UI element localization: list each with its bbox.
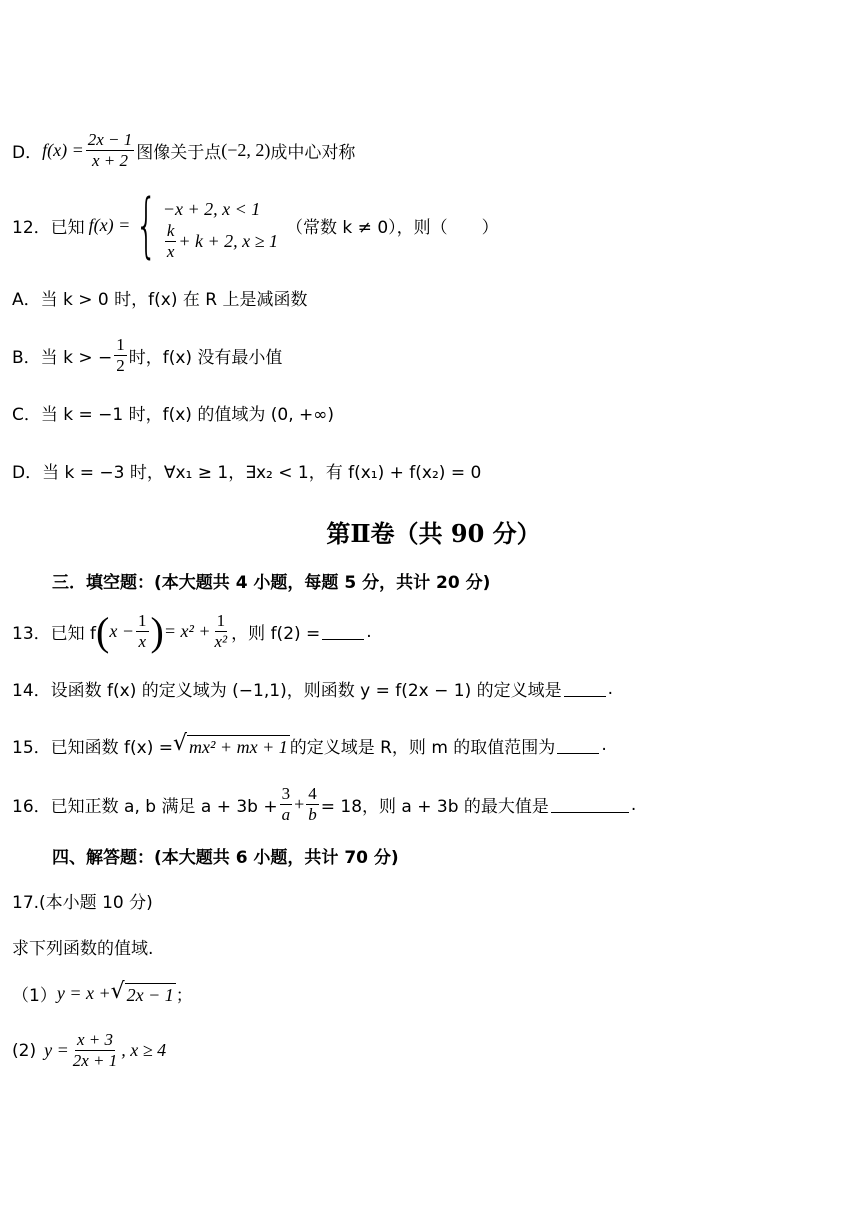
question-number: 16． bbox=[12, 797, 51, 817]
part-end: ； bbox=[175, 985, 193, 1006]
piecewise-cases bbox=[162, 193, 279, 261]
square-root bbox=[111, 980, 176, 1006]
question-14 bbox=[12, 676, 613, 701]
question-number: 15． bbox=[12, 737, 51, 758]
fraction-denominator: b bbox=[308, 805, 317, 824]
case-2-rest: + k + 2, x ≥ 1 bbox=[178, 230, 279, 251]
part-label: (2) bbox=[12, 1040, 37, 1061]
q11-option-d bbox=[12, 130, 355, 171]
section-4-heading: 四、解答题：(本大题共 6 小题，共计 70 分) bbox=[52, 848, 399, 868]
part-title: 第Ⅱ卷（共 90 分） bbox=[326, 519, 541, 548]
fraction-numerator: 3 bbox=[281, 784, 291, 803]
question-condition: （常数 k ≠ 0），则（ ） bbox=[286, 217, 499, 238]
radical-icon: √ bbox=[110, 979, 125, 1004]
plus-sign: + bbox=[294, 794, 305, 814]
case-1: −x + 2, x < 1 bbox=[162, 198, 261, 219]
q17-prompt: 求下列函数的值域. bbox=[12, 939, 154, 959]
q12-option-b bbox=[12, 335, 282, 376]
part-expr: y = bbox=[44, 1040, 69, 1060]
question-lead: 已知 bbox=[50, 217, 85, 238]
part-expr: y = x + bbox=[56, 982, 111, 1003]
q17-heading: 17.(本小题 10 分) bbox=[12, 893, 153, 913]
question-post: 的定义域是 R，则 m 的取值范围为 bbox=[289, 737, 556, 758]
q17-part-1 bbox=[12, 980, 193, 1006]
fraction-denominator: x² bbox=[214, 632, 228, 651]
fraction-numerator: 1 bbox=[216, 611, 226, 630]
section-3-heading: 三．填空题：(本大题共 4 小题，每题 5 分，共计 20 分) bbox=[52, 573, 491, 593]
question-number: 13． bbox=[12, 624, 51, 644]
equals-expr: = x² + bbox=[163, 621, 211, 641]
q12-option-d: D．当 k = −3 时，∀x₁ ≥ 1，∃x₂ < 1，有 f(x₁) + f(x₂) = 0 bbox=[12, 463, 482, 483]
answer-blank[interactable] bbox=[551, 796, 629, 813]
q17-part-2 bbox=[12, 1030, 166, 1071]
fraction bbox=[86, 130, 135, 171]
fraction-numerator: k bbox=[166, 220, 175, 240]
question-number: 12． bbox=[12, 217, 51, 238]
period: . bbox=[607, 678, 614, 699]
question-15 bbox=[12, 732, 607, 758]
fraction-denominator: 2 bbox=[116, 356, 125, 375]
answer-blank[interactable] bbox=[557, 737, 599, 754]
fraction-denominator: 2x + 1 bbox=[72, 1051, 118, 1070]
fraction-denominator: x bbox=[166, 241, 175, 261]
option-label: D． bbox=[12, 143, 43, 163]
fraction-numerator: 2x − 1 bbox=[87, 130, 133, 149]
fraction-denominator: a bbox=[281, 805, 291, 824]
radical-icon: √ bbox=[173, 731, 188, 756]
question-pre: 已知 f bbox=[50, 624, 97, 644]
period: . bbox=[601, 735, 607, 755]
fraction-numerator: x + 3 bbox=[76, 1030, 114, 1049]
answer-blank[interactable] bbox=[564, 680, 606, 697]
part-condition: , x ≥ 4 bbox=[121, 1040, 167, 1060]
function-expr: f(x) = bbox=[42, 140, 84, 160]
question-post: ，则 f(2) = bbox=[231, 624, 321, 644]
question-text: 设函数 f(x) 的定义域为 (−1,1)，则函数 y = f(2x − 1) 的定义域是 bbox=[50, 681, 562, 701]
answer-blank[interactable] bbox=[322, 623, 364, 640]
fraction-denominator: x bbox=[138, 632, 147, 651]
fraction-numerator: 1 bbox=[138, 611, 147, 630]
fraction-denominator: x + 2 bbox=[91, 151, 128, 170]
option-b-post: 时，f(x) 没有最小值 bbox=[128, 348, 283, 368]
function-expr: f(x) = bbox=[88, 214, 131, 235]
q12-option-c: C．当 k = −1 时，f(x) 的值域为 (0, +∞) bbox=[12, 405, 335, 425]
question-16 bbox=[12, 784, 636, 825]
q12-option-a: A．当 k > 0 时，f(x) 在 R 上是减函数 bbox=[12, 290, 308, 310]
fraction-numerator: 4 bbox=[308, 784, 317, 803]
point: (−2, 2) bbox=[221, 140, 271, 160]
radicand: 2x − 1 bbox=[126, 985, 174, 1005]
square-root bbox=[173, 732, 290, 758]
question-pre: 已知正数 a, b 满足 a + 3b + bbox=[50, 797, 278, 817]
option-b-pre: B．当 k > − bbox=[12, 348, 113, 368]
brace-icon: { bbox=[135, 184, 158, 266]
period: . bbox=[630, 794, 637, 815]
question-12 bbox=[12, 184, 499, 266]
right-paren: ) bbox=[150, 609, 164, 654]
option-text-2: 成中心对称 bbox=[270, 143, 356, 163]
fraction-numerator: 1 bbox=[116, 335, 125, 354]
option-text: 图像关于点 bbox=[136, 143, 222, 163]
period: . bbox=[366, 621, 372, 642]
inner-expr: x − bbox=[109, 621, 134, 641]
left-paren: ( bbox=[96, 609, 110, 654]
question-pre: 已知函数 f(x) = bbox=[50, 737, 174, 758]
case-2 bbox=[163, 220, 279, 261]
question-post: = 18，则 a + 3b 的最大值是 bbox=[320, 797, 549, 817]
question-13 bbox=[12, 608, 372, 655]
part-label: （1） bbox=[12, 985, 57, 1006]
radicand: mx² + mx + 1 bbox=[189, 737, 288, 757]
question-number: 14． bbox=[12, 681, 51, 701]
